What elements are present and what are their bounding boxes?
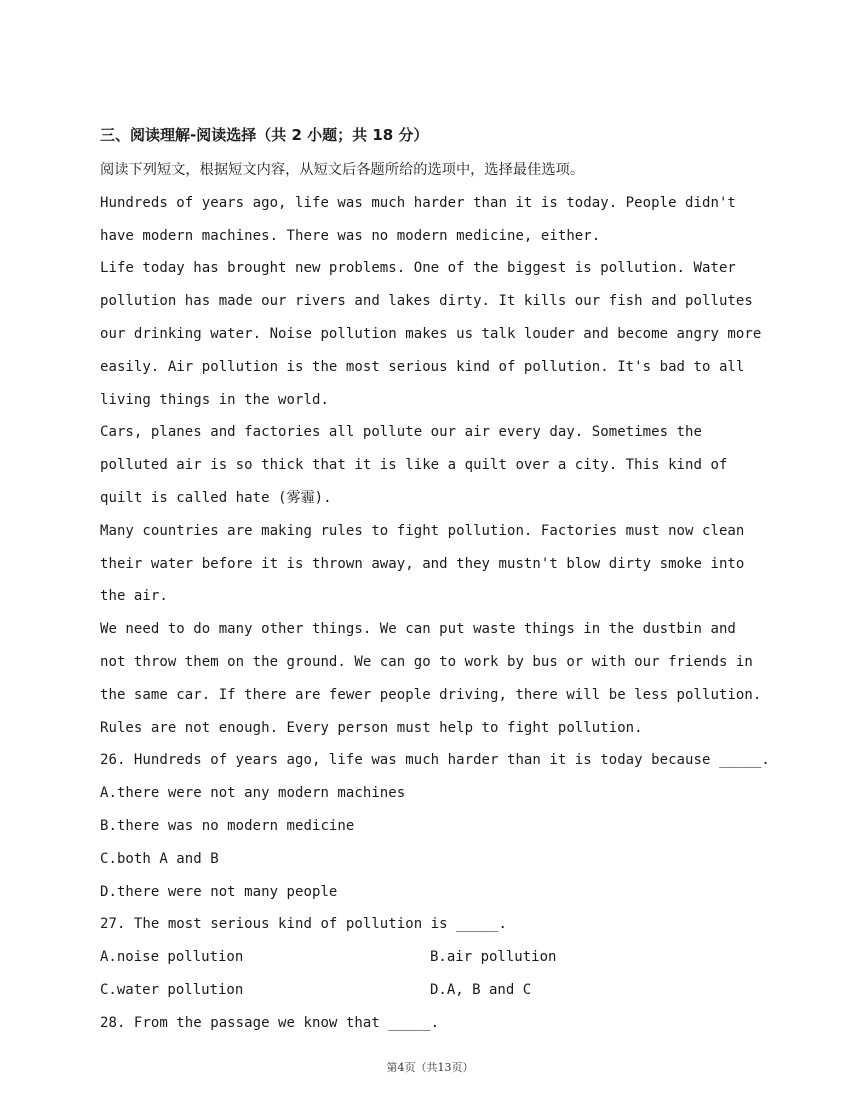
- passage-line: living things in the world.: [100, 391, 329, 408]
- passage: [100, 187, 780, 745]
- question-26: [100, 744, 780, 908]
- options-row: [100, 941, 780, 974]
- passage-line: Rules are not enough. Every person must help to fight pollution.: [100, 719, 643, 736]
- passage-line: polluted air is so thick that it is like a quilt over a city. This kind of: [100, 457, 728, 474]
- passage-line: the same car. If there are fewer people driving, there will be less pollution.: [100, 686, 762, 703]
- option-a: A.noise pollution: [100, 949, 244, 966]
- passage-line: not throw them on the ground. We can go to work by bus or with our friends in: [100, 653, 753, 670]
- option-c: C.both A and B: [100, 850, 219, 867]
- question-text: 27. The most serious kind of pollution is _____.: [100, 916, 507, 933]
- passage-line: their water before it is thrown away, and they mustn't blow dirty smoke into: [100, 555, 745, 572]
- section-title: 三、阅读理解-阅读选择（共 2 小题；共 18 分）: [100, 126, 429, 144]
- option-a: A.there were not any modern machines: [100, 785, 406, 802]
- question-text: 28. From the passage we know that _____.: [100, 1014, 440, 1031]
- passage-line: Cars, planes and factories all pollute our air every day. Sometimes the: [100, 424, 702, 441]
- page-footer: 第4页（共13页）: [386, 1061, 474, 1074]
- passage-line: our drinking water. Noise pollution makes us talk louder and become angry more: [100, 325, 762, 342]
- option-c: C.water pollution: [100, 981, 244, 998]
- instruction: 阅读下列短文，根据短文内容，从短文后各题所给的选项中，选择最佳选项。: [100, 162, 585, 178]
- passage-line: the air.: [100, 588, 168, 605]
- question-28: [100, 1007, 780, 1040]
- option-b: B.air pollution: [430, 949, 557, 966]
- option-b: B.there was no modern medicine: [100, 817, 355, 834]
- passage-line: pollution has made our rivers and lakes dirty. It kills our fish and pollutes: [100, 293, 753, 310]
- option-d: D.A, B and C: [430, 981, 532, 998]
- options-row: [100, 974, 780, 1007]
- question-27: [100, 908, 780, 1006]
- option-d: D.there were not many people: [100, 883, 338, 900]
- passage-line: quilt is called hate (雾霾).: [100, 489, 332, 506]
- passage-line: easily. Air pollution is the most serious kind of pollution. It's bad to all: [100, 358, 745, 375]
- page-content: [100, 121, 780, 1040]
- passage-line: Life today has brought new problems. One of the biggest is pollution. Water: [100, 260, 736, 277]
- passage-line: Hundreds of years ago, life was much harder than it is today. People didn't: [100, 194, 736, 211]
- passage-line: have modern machines. There was no modern medicine, either.: [100, 227, 601, 244]
- passage-line: We need to do many other things. We can put waste things in the dustbin and: [100, 621, 736, 638]
- passage-line: Many countries are making rules to fight pollution. Factories must now clean: [100, 522, 745, 539]
- question-text: 26. Hundreds of years ago, life was much harder than it is today because _____.: [100, 752, 770, 769]
